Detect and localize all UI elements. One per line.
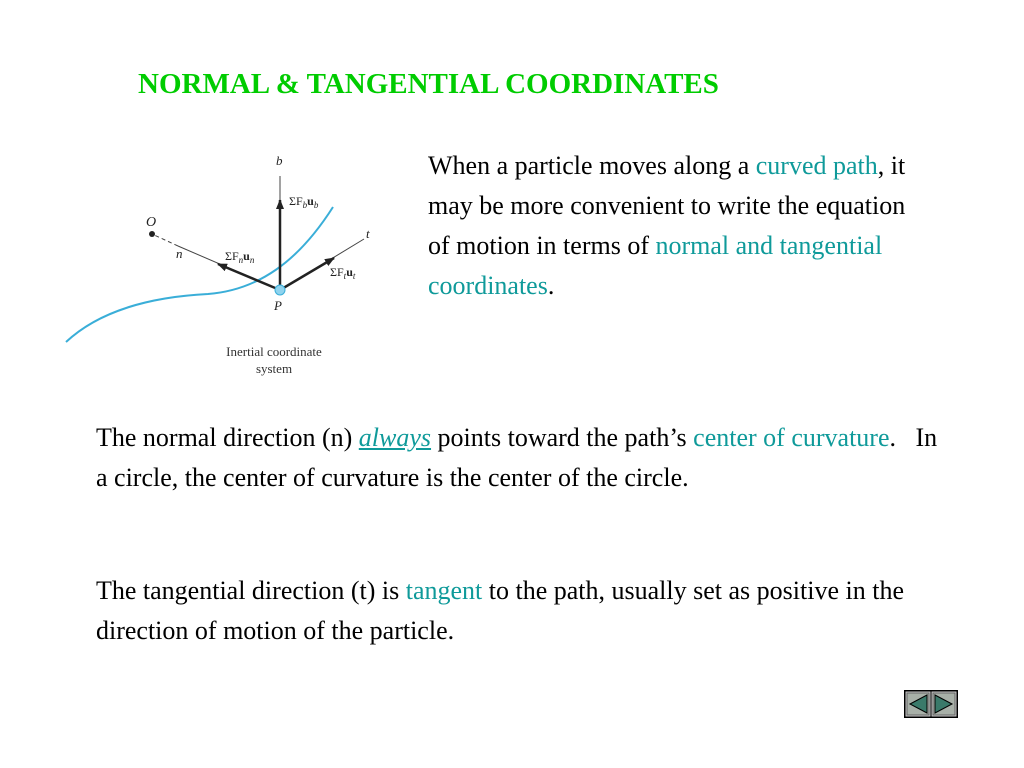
force-t-arrow <box>280 258 334 290</box>
intro-text-start: When a particle moves along a <box>428 151 750 180</box>
nav-buttons-graphic <box>905 691 957 717</box>
slide-title: NORMAL & TANGENTIAL COORDINATES <box>138 68 719 100</box>
slide-navigation <box>904 690 958 718</box>
always-link[interactable]: always <box>358 423 432 452</box>
normal-direction-paragraph <box>96 418 946 498</box>
highlight-normal-tangential: normal and tangential coordinates <box>428 231 883 300</box>
label-O: O <box>146 215 157 230</box>
tangential-text-start: The tangential direction (t) is <box>96 576 400 605</box>
label-t: t <box>366 226 370 241</box>
label-force-t: $\Sigma F_tu_t$ <box>330 265 356 281</box>
highlight-curved-path: curved path <box>755 151 878 180</box>
nt-coordinates-diagram <box>58 142 388 387</box>
tangential-text-end: to the path, usually set as positive in the direction of motion of the particle. <box>96 576 904 645</box>
label-n: n <box>176 246 183 261</box>
next-slide-button[interactable] <box>931 691 957 717</box>
particle-point-P <box>275 285 285 295</box>
normal-text-end: . In a circle, the center of curvature is the center of the circle. <box>96 423 944 492</box>
intro-paragraph <box>428 146 928 306</box>
n-axis-dashed <box>152 234 178 246</box>
label-P: P <box>274 298 282 313</box>
label-force-n: $\Sigma F_nu_n$ <box>225 249 255 265</box>
center-point-O <box>149 231 155 237</box>
diagram-caption-line2: system <box>255 361 293 376</box>
label-b: b <box>276 153 283 168</box>
prev-slide-button[interactable] <box>905 691 931 717</box>
label-force-b: $\Sigma F_bu_b$ <box>289 194 319 210</box>
tangential-direction-paragraph <box>96 571 946 651</box>
path-curve <box>66 207 333 342</box>
diagram-caption-line1: Inertial coordinate <box>226 344 322 359</box>
normal-text-middle: points toward the path’s <box>437 423 687 452</box>
highlight-center-of-curvature: center of curvature <box>693 423 890 452</box>
intro-text-middle: , it may be more convenient to write the equation of motion in terms of <box>428 151 906 260</box>
normal-text-start: The normal direction (n) <box>96 423 353 452</box>
force-n-arrow <box>218 264 280 290</box>
intro-text-end: . <box>547 271 555 300</box>
highlight-tangent: tangent <box>405 576 483 605</box>
